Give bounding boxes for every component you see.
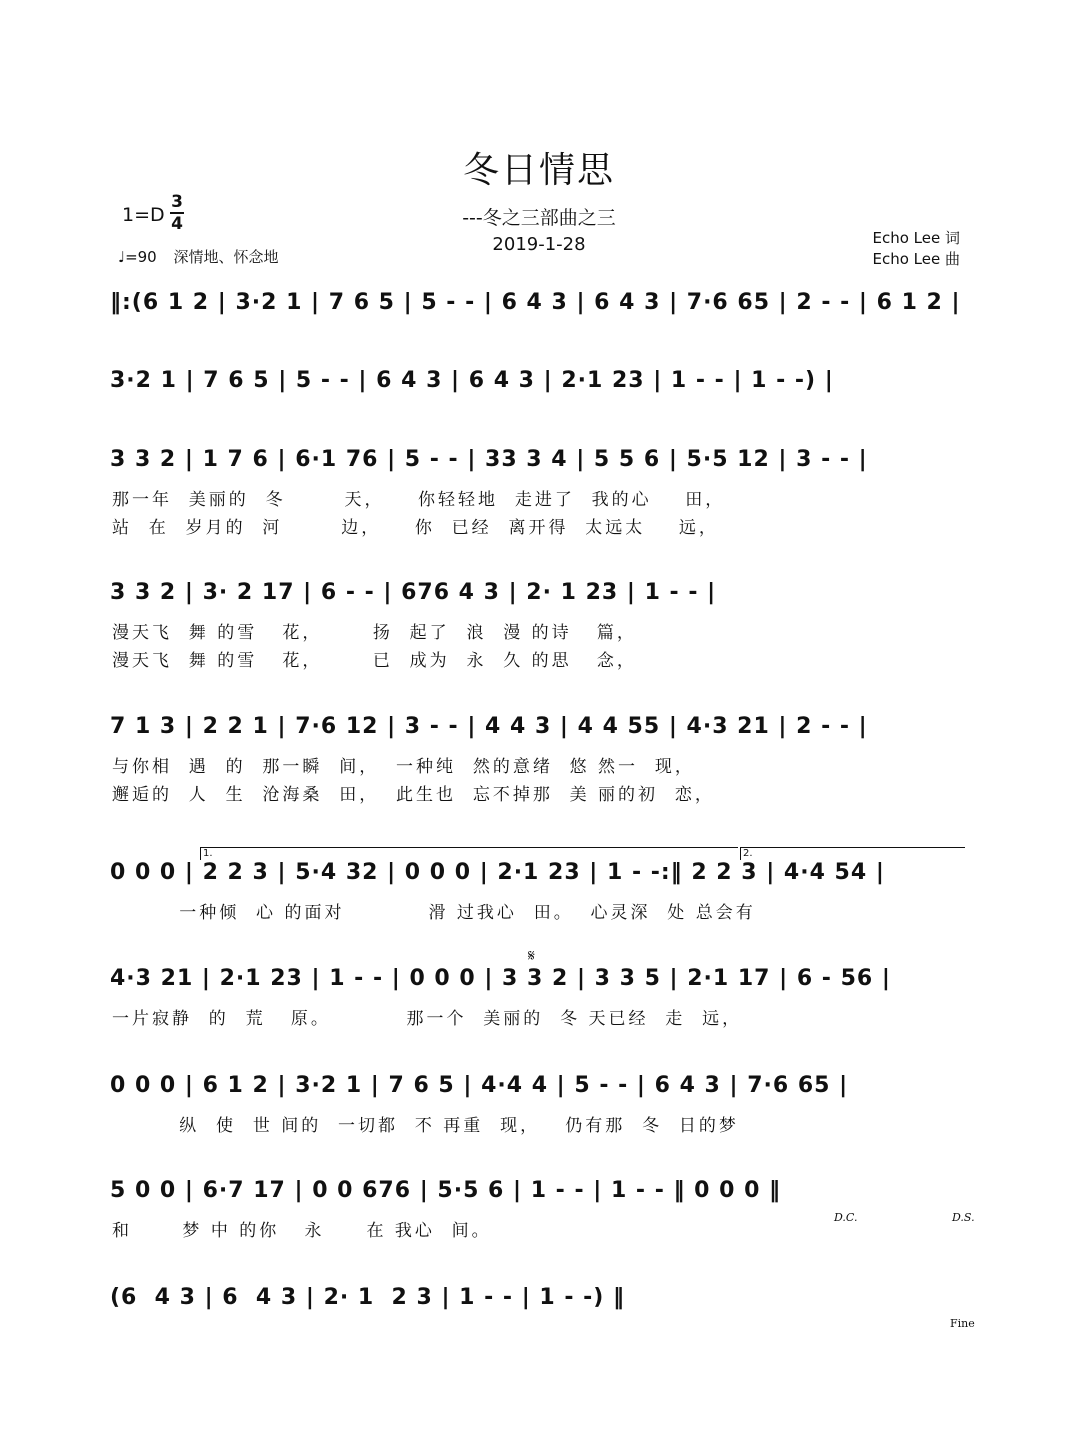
notation-line: 3·2 1 | 7 6 5 | 5 - - | 6 4 3 | 6 4 3 | 2·1 23 | 1 - - | 1 - -) | — [110, 368, 834, 393]
notation-line: 7 1 3 | 2 2 1 | 7·6 12 | 3 - - | 4 4 3 | 4 4 55 | 4·3 21 | 2 - - | — [110, 714, 868, 739]
notation-line: 5 0 0 | 6·7 17 | 0 0 676 | 5·5 6 | 1 - - | 1 - - ‖ 0 0 0 ‖ — [110, 1178, 782, 1203]
ds-marking: D.S. — [952, 1211, 975, 1224]
tempo-value: ♩=90 — [118, 248, 157, 266]
lyric-line-1: 那一年 美丽的 冬 天， 你轻轻地 走进了 我的心 田， — [112, 490, 726, 510]
volta-second-ending: 2. — [740, 847, 965, 860]
lyric-line-2: 漫天飞 舞 的雪 花， 已 成为 永 久 的思 念， — [112, 651, 637, 671]
lyric-line-1: 漫天飞 舞 的雪 花， 扬 起了 浪 漫 的诗 篇， — [112, 623, 637, 643]
song-title: 冬日情思 — [462, 150, 615, 191]
notation-line: 4·3 21 | 2·1 23 | 1 - - | 0 0 0 | 3 3 2 | 3 3 5 | 2·1 17 | 6 - 56 | — [110, 966, 891, 991]
notation-line: (6 4 3 | 6 4 3 | 2· 1 2 3 | 1 - - | 1 - -) ‖ — [110, 1285, 625, 1310]
composer-credit: Echo Lee 曲 — [872, 250, 960, 268]
notation-line: ‖:(6 1 2 | 3·2 1 | 7 6 5 | 5 - - | 6 4 3 | 6 4 3 | 7·6 65 | 2 - - | 6 1 2 | — [110, 290, 961, 315]
lyric-line-1: 与你相 遇 的 那一瞬 间， 一种纯 然的意绪 悠 然一 现， — [112, 757, 695, 777]
notation-line: 0 0 0 | 2 2 3 | 5·4 32 | 0 0 0 | 2·1 23 | 1 - -:‖ 2 2 3 | 4·4 54 | — [110, 860, 885, 885]
song-subtitle: ---冬之三部曲之三 — [462, 207, 616, 229]
dc-marking: D.C. — [834, 1211, 858, 1224]
volta-first-ending: 1. — [200, 847, 738, 860]
lyric-line-2: 站 在 岁月的 河 边， 你 已经 离开得 太远太 远， — [112, 518, 719, 538]
notation-line: 3 3 2 | 3· 2 17 | 6 - - | 676 4 3 | 2· 1 23 | 1 - - | — [110, 580, 717, 605]
lyric-line-1: 一种倾 心 的面对 滑 过我心 田。 心灵深 处 总会有 — [112, 903, 756, 923]
meter-bottom: 4 — [171, 214, 183, 234]
fine-marking: Fine — [950, 1317, 975, 1330]
notation-line: 3 3 2 | 1 7 6 | 6·1 76 | 5 - - | 33 3 4 | 5 5 6 | 5·5 12 | 3 - - | — [110, 447, 868, 472]
time-signature — [170, 193, 184, 233]
notation-line: 0 0 0 | 6 1 2 | 3·2 1 | 7 6 5 | 4·4 4 | 5 - - | 6 4 3 | 7·6 65 | — [110, 1073, 849, 1098]
meter-top: 3 — [171, 192, 183, 212]
lyric-line-1: 纵 使 世 间的 一切都 不 再重 现， 仍有那 冬 日的梦 — [112, 1116, 739, 1136]
expression-marking: 深情地、怀念地 — [173, 248, 279, 266]
lyric-line-2: 邂逅的 人 生 沧海桑 田， 此生也 忘不掉那 美 丽的初 恋， — [112, 785, 715, 805]
segno-sign: 𝄋 — [528, 946, 535, 965]
lyricist-credit: Echo Lee 词 — [872, 229, 960, 247]
tempo-marking — [118, 246, 279, 267]
key-signature: 1=D — [122, 204, 165, 226]
song-date: 2019-1-28 — [492, 234, 586, 255]
lyric-line-1: 一片寂静 的 荒 原。 那一个 美丽的 冬 天已经 走 远， — [112, 1009, 743, 1029]
lyric-line-1: 和 梦 中 的你 永 在 我心 间。 — [112, 1221, 492, 1241]
